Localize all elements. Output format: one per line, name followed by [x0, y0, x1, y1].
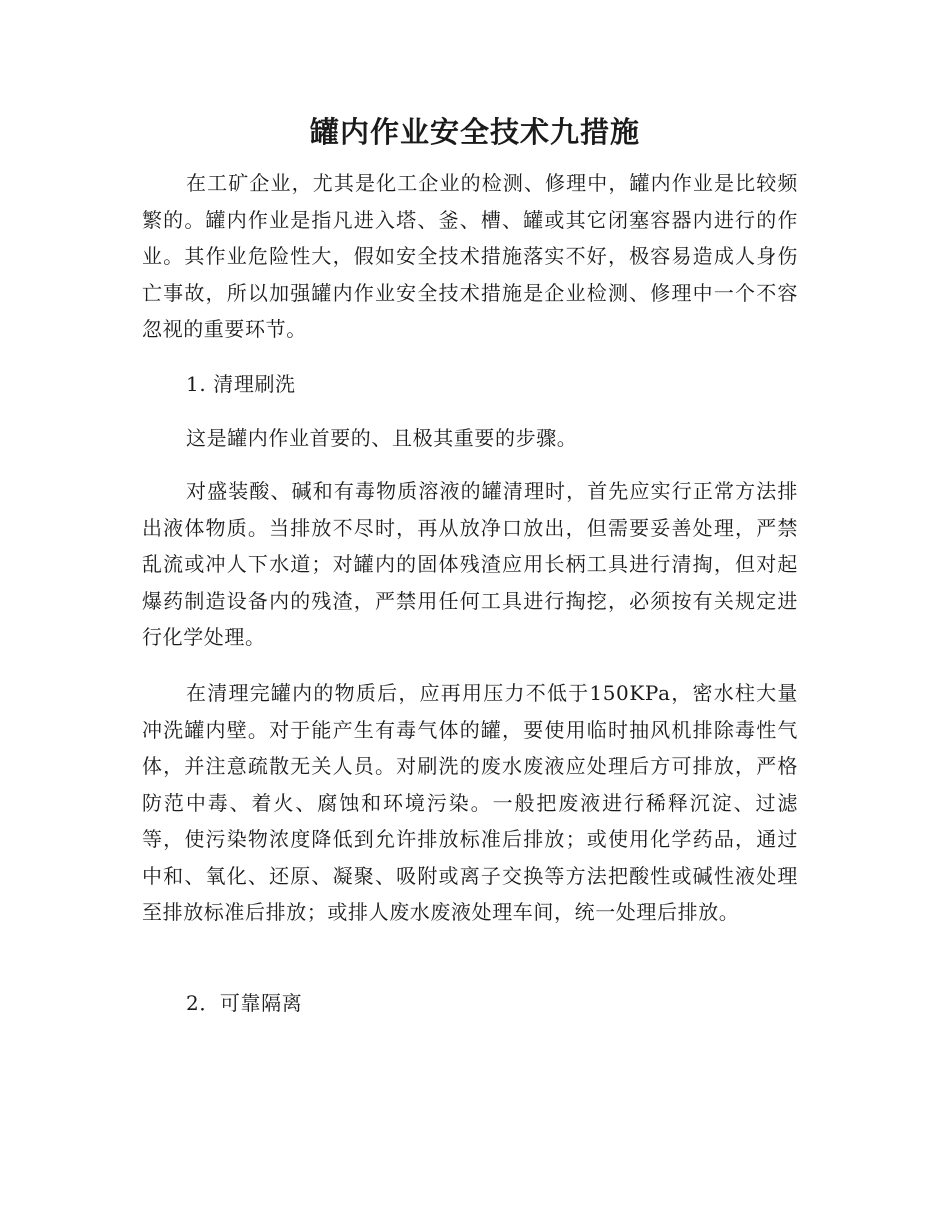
document-title: 罐内作业安全技术九措施	[309, 115, 640, 149]
section-heading-isolation: 2．可靠隔离	[186, 991, 303, 1015]
cleaning-paragraph-3: 在清理完罐内的物质后，应再用压力不低于150KPa，密水柱大量冲洗罐内壁。对于能产生有毒气体的罐，要使用临时抽风机排除毒性气体，并注意疏散无关人员。对刷洗的废水废液应处理后方可排放，严格防范中毒、着火、腐蚀和环境污染。一般把废液进行稀释沉淀、过滤等，使污染物浓度降低到允许排放标准后排放；或使用化学药品，通过中和、氧化、还原、凝聚、吸附或离子交换等方法把酸性或碱性液处理至排放标准后排放；或排人废水废液处理车间，统一处理后排放。	[142, 681, 798, 924]
cleaning-paragraph-1: 这是罐内作业首要的、且极其重要的步骤。	[186, 426, 578, 450]
intro-paragraph: 在工矿企业，尤其是化工企业的检测、修理中，罐内作业是比较频繁的。罐内作业是指凡进入塔、釜、槽、罐或其它闭塞容器内进行的作业。其作业危险性大，假如安全技术措施落实不好，极容易造成人身伤亡事故，所以加强罐内作业安全技术措施是企业检测、修理中一个不容忽视的重要环节。	[142, 171, 798, 341]
section-heading-cleaning: 1. 清理刷洗	[186, 372, 296, 396]
cleaning-paragraph-2: 对盛装酸、碱和有毒物质溶液的罐清理时，首先应实行正常方法排出液体物质。当排放不尽时，再从放净口放出，但需要妥善处理，严禁乱流或冲人下水道；对罐内的固体残渣应用长柄工具进行清掏，但对起爆药制造设备内的残渣，严禁用任何工具进行掏挖，必须按有关规定进行化学处理。	[142, 479, 798, 649]
